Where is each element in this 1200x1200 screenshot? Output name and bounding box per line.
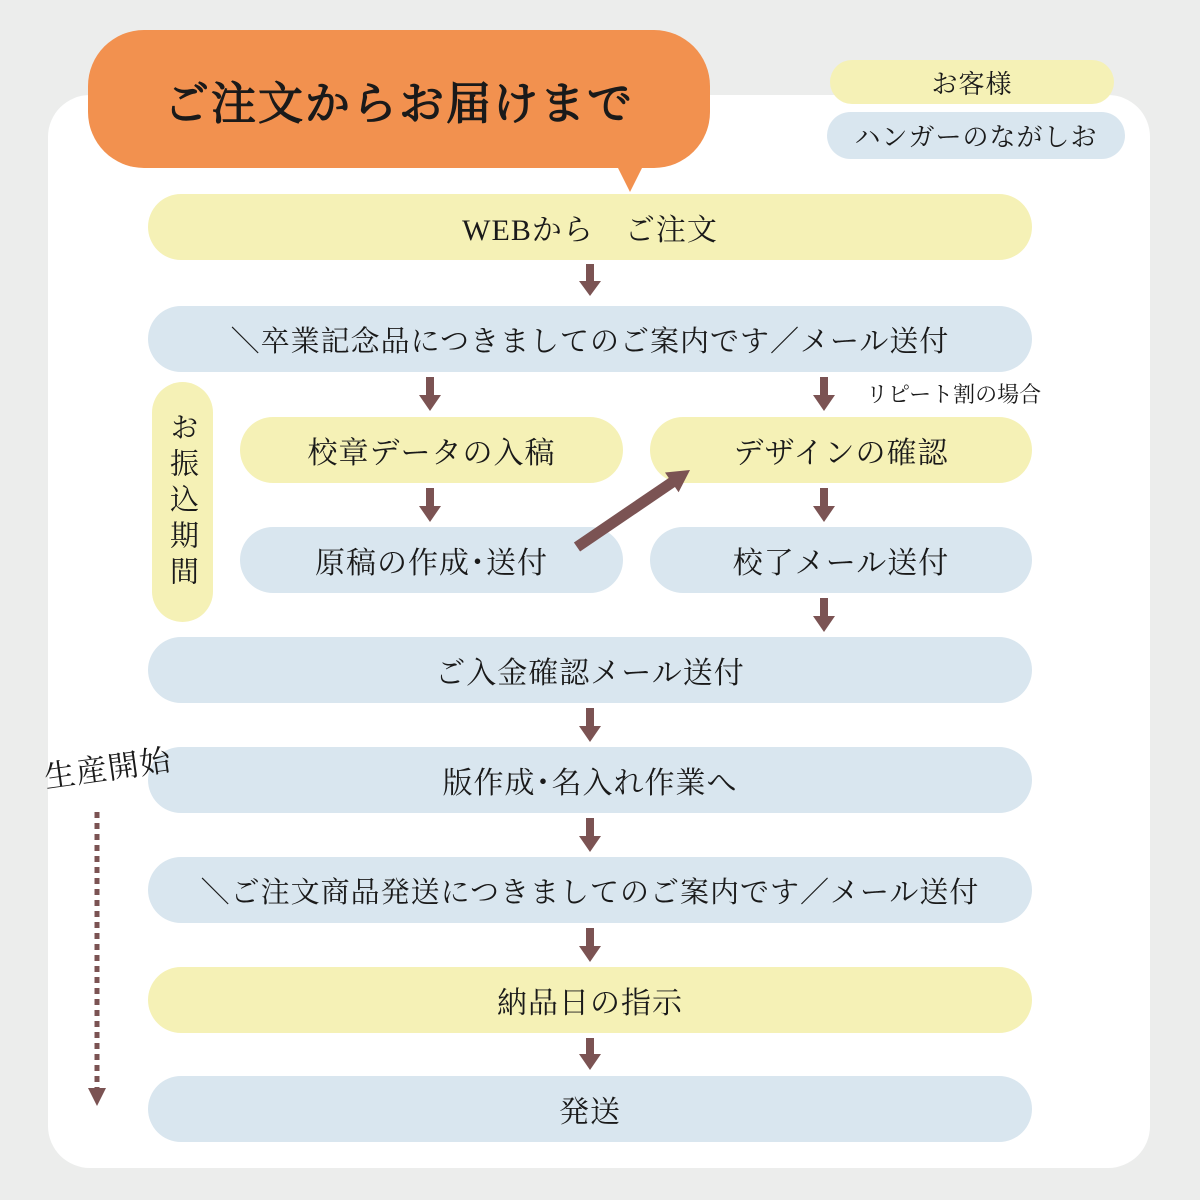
page-title: ご注文からお届けまで bbox=[163, 78, 634, 129]
step-delivery-date-label: 納品日の指示 bbox=[497, 987, 683, 1020]
step-emblem-upload-label: 校章データの入稿 bbox=[307, 437, 556, 470]
down-arrow-icon bbox=[579, 1038, 601, 1070]
step-web-order-label: WEBから ご注文 bbox=[462, 214, 718, 247]
down-arrow-icon bbox=[419, 377, 441, 411]
step-draft-send-label: 原稿の作成･送付 bbox=[315, 547, 548, 580]
diagonal-arrow-icon bbox=[577, 470, 690, 547]
down-arrow-icon bbox=[419, 488, 441, 522]
flow-arrows bbox=[88, 264, 835, 1106]
step-proof-ok-mail-label: 校了メール送付 bbox=[732, 547, 950, 580]
production-dotted-arrow-icon bbox=[88, 812, 106, 1106]
down-arrow-icon bbox=[813, 377, 835, 411]
down-arrow-icon bbox=[813, 488, 835, 522]
down-arrow-icon bbox=[813, 598, 835, 632]
down-arrow-icon bbox=[579, 708, 601, 742]
step-shipping-label: 発送 bbox=[559, 1096, 621, 1129]
production-start-label: 生産開始 bbox=[41, 742, 174, 795]
legend-shop-label: ハンガーのながしお bbox=[854, 123, 1098, 152]
step-intro-mail-label: ＼卒業記念品につきましてのご案内です／メール送付 bbox=[230, 325, 950, 358]
repeat-discount-note: リピート割の場合 bbox=[866, 382, 1042, 407]
step-design-check-label: デザインの確認 bbox=[733, 437, 949, 470]
down-arrow-icon bbox=[579, 264, 601, 296]
down-arrow-icon bbox=[579, 818, 601, 852]
down-arrow-icon bbox=[579, 928, 601, 962]
transfer-period-label: お振込期間 bbox=[166, 412, 198, 592]
step-plate-naming-label: 版作成･名入れ作業へ bbox=[442, 767, 738, 800]
step-shipping-mail-label: ＼ご注文商品発送につきましてのご案内です／メール送付 bbox=[200, 876, 980, 909]
step-payment-mail-label: ご入金確認メール送付 bbox=[435, 657, 745, 690]
legend-customer-label: お客様 bbox=[931, 69, 1013, 99]
